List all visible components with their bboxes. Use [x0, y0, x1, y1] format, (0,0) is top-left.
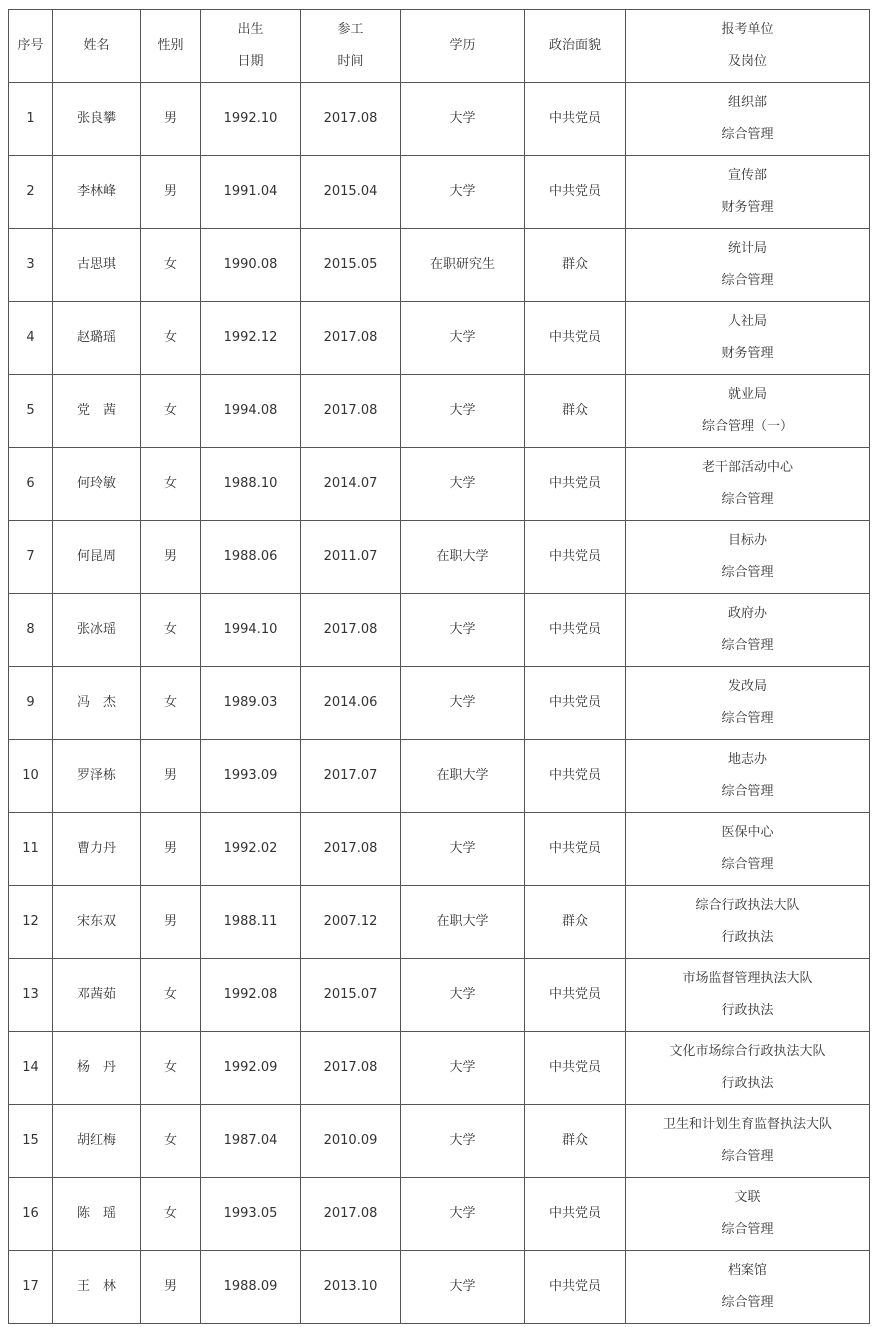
cell-seq: 15: [9, 1105, 53, 1178]
cell-name: 宋东双: [53, 886, 141, 959]
cell-name: 冯 杰: [53, 667, 141, 740]
header-birth-date: [201, 10, 301, 83]
cell-name: 王 林: [53, 1251, 141, 1324]
table-row: [9, 886, 870, 959]
cell-work-start: 2017.08: [301, 1178, 401, 1251]
table-header: [9, 10, 870, 83]
cell-name: 何昆周: [53, 521, 141, 594]
roster-sheet: [8, 9, 869, 1324]
cell-unit: 综合行政执法大队: [695, 898, 800, 913]
cell-birth-date: 1992.09: [201, 1032, 301, 1105]
cell-birth-date: 1994.08: [201, 375, 301, 448]
cell-unit: 统计局: [727, 241, 767, 256]
cell-seq: 14: [9, 1032, 53, 1105]
cell-unit: 就业局: [727, 387, 767, 402]
cell-unit-post: [626, 156, 870, 229]
cell-birth-date: 1988.09: [201, 1251, 301, 1324]
cell-unit: 地志办: [727, 752, 767, 767]
cell-birth-date: 1993.05: [201, 1178, 301, 1251]
cell-post: 行政执法: [721, 1003, 774, 1018]
table-row: [9, 813, 870, 886]
cell-post: 综合管理: [721, 1149, 774, 1164]
cell-unit-post: [626, 886, 870, 959]
cell-unit-post: [626, 521, 870, 594]
cell-unit: 医保中心: [721, 825, 774, 840]
cell-seq: 3: [9, 229, 53, 302]
cell-post: 财务管理: [721, 346, 774, 361]
cell-birth-date: 1987.04: [201, 1105, 301, 1178]
cell-unit-post: [626, 813, 870, 886]
cell-political-status: 中共党员: [525, 302, 626, 375]
cell-name: 陈 瑶: [53, 1178, 141, 1251]
cell-gender: 女: [141, 375, 201, 448]
cell-post: 综合管理: [721, 127, 774, 142]
cell-unit-post: [626, 740, 870, 813]
cell-education: 大学: [401, 813, 525, 886]
cell-education: 大学: [401, 959, 525, 1032]
cell-work-start: 2015.05: [301, 229, 401, 302]
cell-political-status: 中共党员: [525, 740, 626, 813]
cell-gender: 女: [141, 1032, 201, 1105]
cell-name: 邓茜茹: [53, 959, 141, 1032]
cell-work-start: 2017.08: [301, 302, 401, 375]
cell-gender: 女: [141, 229, 201, 302]
cell-birth-date: 1990.08: [201, 229, 301, 302]
cell-work-start: 2017.08: [301, 83, 401, 156]
cell-name: 张良攀: [53, 83, 141, 156]
table-row: [9, 667, 870, 740]
cell-education: 大学: [401, 83, 525, 156]
cell-education: 在职大学: [401, 886, 525, 959]
cell-post: 行政执法: [721, 930, 774, 945]
cell-education: 在职大学: [401, 740, 525, 813]
cell-unit-post: [626, 1251, 870, 1324]
cell-birth-date: 1993.09: [201, 740, 301, 813]
cell-birth-date: 1988.10: [201, 448, 301, 521]
cell-gender: 男: [141, 521, 201, 594]
header-work-line2: 时间: [337, 54, 364, 69]
cell-unit-post: [626, 594, 870, 667]
header-work-start: [301, 10, 401, 83]
cell-work-start: 2011.07: [301, 521, 401, 594]
cell-work-start: 2017.08: [301, 594, 401, 667]
cell-unit: 宣传部: [727, 168, 767, 183]
cell-education: 大学: [401, 667, 525, 740]
cell-name: 罗泽栋: [53, 740, 141, 813]
cell-name: 曹力丹: [53, 813, 141, 886]
header-unit-line1: 报考单位: [721, 22, 774, 37]
table-row: [9, 1251, 870, 1324]
cell-unit-post: [626, 1178, 870, 1251]
cell-gender: 男: [141, 1251, 201, 1324]
cell-gender: 女: [141, 667, 201, 740]
cell-work-start: 2017.07: [301, 740, 401, 813]
cell-work-start: 2013.10: [301, 1251, 401, 1324]
cell-education: 在职研究生: [401, 229, 525, 302]
header-unit-post: [626, 10, 870, 83]
header-gender: 性别: [141, 10, 201, 83]
cell-unit-post: [626, 667, 870, 740]
cell-gender: 男: [141, 813, 201, 886]
cell-post: 综合管理: [721, 1222, 774, 1237]
cell-gender: 女: [141, 448, 201, 521]
cell-unit: 目标办: [727, 533, 767, 548]
cell-work-start: 2014.07: [301, 448, 401, 521]
cell-seq: 16: [9, 1178, 53, 1251]
cell-post: 行政执法: [721, 1076, 774, 1091]
cell-name: 杨 丹: [53, 1032, 141, 1105]
cell-birth-date: 1994.10: [201, 594, 301, 667]
header-birth-line2: 日期: [237, 54, 264, 69]
cell-post: 财务管理: [721, 200, 774, 215]
cell-education: 大学: [401, 156, 525, 229]
table-row: [9, 740, 870, 813]
table-row: [9, 83, 870, 156]
cell-education: 大学: [401, 375, 525, 448]
cell-unit-post: [626, 302, 870, 375]
cell-political-status: 群众: [525, 229, 626, 302]
cell-political-status: 中共党员: [525, 1178, 626, 1251]
table-row: [9, 1178, 870, 1251]
cell-post: 综合管理: [721, 1295, 774, 1310]
cell-gender: 男: [141, 83, 201, 156]
cell-political-status: 中共党员: [525, 813, 626, 886]
cell-name: 古思琪: [53, 229, 141, 302]
cell-birth-date: 1992.02: [201, 813, 301, 886]
cell-seq: 2: [9, 156, 53, 229]
cell-post: 综合管理: [721, 784, 774, 799]
cell-gender: 女: [141, 1178, 201, 1251]
cell-political-status: 中共党员: [525, 521, 626, 594]
cell-political-status: 中共党员: [525, 156, 626, 229]
cell-work-start: 2017.08: [301, 813, 401, 886]
cell-political-status: 中共党员: [525, 1251, 626, 1324]
cell-post: 综合管理: [721, 492, 774, 507]
cell-education: 大学: [401, 1178, 525, 1251]
cell-post: 综合管理: [721, 273, 774, 288]
cell-work-start: 2017.08: [301, 375, 401, 448]
cell-name: 何玲敏: [53, 448, 141, 521]
cell-unit: 发改局: [727, 679, 767, 694]
cell-post: 综合管理: [721, 711, 774, 726]
table-row: [9, 1032, 870, 1105]
cell-unit: 文联: [734, 1190, 761, 1205]
cell-gender: 男: [141, 740, 201, 813]
cell-seq: 1: [9, 83, 53, 156]
table-row: [9, 229, 870, 302]
cell-birth-date: 1988.06: [201, 521, 301, 594]
cell-birth-date: 1992.12: [201, 302, 301, 375]
cell-birth-date: 1988.11: [201, 886, 301, 959]
cell-seq: 8: [9, 594, 53, 667]
cell-education: 大学: [401, 448, 525, 521]
cell-post: 综合管理: [721, 857, 774, 872]
cell-unit-post: [626, 229, 870, 302]
cell-unit: 组织部: [727, 95, 767, 110]
cell-unit: 市场监督管理执法大队: [682, 971, 813, 986]
table-body: [9, 83, 870, 1324]
cell-unit-post: [626, 375, 870, 448]
table-row: [9, 375, 870, 448]
table-row: [9, 448, 870, 521]
table-row: [9, 302, 870, 375]
table-row: [9, 1105, 870, 1178]
cell-seq: 10: [9, 740, 53, 813]
cell-education: 大学: [401, 594, 525, 667]
cell-work-start: 2007.12: [301, 886, 401, 959]
cell-unit-post: [626, 1105, 870, 1178]
cell-work-start: 2010.09: [301, 1105, 401, 1178]
cell-name: 李林峰: [53, 156, 141, 229]
cell-seq: 13: [9, 959, 53, 1032]
cell-gender: 男: [141, 156, 201, 229]
cell-seq: 7: [9, 521, 53, 594]
cell-work-start: 2017.08: [301, 1032, 401, 1105]
cell-education: 在职大学: [401, 521, 525, 594]
table-row: [9, 959, 870, 1032]
cell-unit: 老干部活动中心: [701, 460, 793, 475]
cell-education: 大学: [401, 1105, 525, 1178]
table-row: [9, 156, 870, 229]
cell-unit: 卫生和计划生育监督执法大队: [662, 1117, 832, 1132]
cell-education: 大学: [401, 1251, 525, 1324]
cell-seq: 9: [9, 667, 53, 740]
cell-name: 党 茜: [53, 375, 141, 448]
cell-gender: 女: [141, 959, 201, 1032]
header-row: [9, 10, 870, 83]
cell-gender: 女: [141, 302, 201, 375]
cell-political-status: 中共党员: [525, 83, 626, 156]
header-unit-line2: 及岗位: [727, 54, 767, 69]
header-birth-line1: 出生: [237, 22, 264, 37]
cell-name: 胡红梅: [53, 1105, 141, 1178]
cell-birth-date: 1991.04: [201, 156, 301, 229]
cell-work-start: 2015.07: [301, 959, 401, 1032]
cell-political-status: 中共党员: [525, 594, 626, 667]
cell-name: 赵璐瑶: [53, 302, 141, 375]
cell-political-status: 中共党员: [525, 959, 626, 1032]
cell-unit: 档案馆: [727, 1263, 767, 1278]
cell-unit-post: [626, 959, 870, 1032]
cell-education: 大学: [401, 1032, 525, 1105]
cell-political-status: 群众: [525, 1105, 626, 1178]
cell-seq: 11: [9, 813, 53, 886]
cell-birth-date: 1989.03: [201, 667, 301, 740]
header-education: 学历: [401, 10, 525, 83]
header-seq: 序号: [9, 10, 53, 83]
cell-unit: 人社局: [727, 314, 767, 329]
cell-name: 张冰瑶: [53, 594, 141, 667]
header-name: 姓名: [53, 10, 141, 83]
table-row: [9, 521, 870, 594]
cell-seq: 17: [9, 1251, 53, 1324]
header-political-status: 政治面貌: [525, 10, 626, 83]
cell-seq: 4: [9, 302, 53, 375]
cell-unit: 政府办: [727, 606, 767, 621]
cell-education: 大学: [401, 302, 525, 375]
cell-seq: 12: [9, 886, 53, 959]
cell-post: 综合管理: [721, 565, 774, 580]
cell-political-status: 群众: [525, 375, 626, 448]
cell-political-status: 中共党员: [525, 1032, 626, 1105]
roster-table: [8, 9, 870, 1324]
header-work-line1: 参工: [337, 22, 364, 37]
cell-gender: 女: [141, 594, 201, 667]
cell-political-status: 中共党员: [525, 667, 626, 740]
cell-unit-post: [626, 83, 870, 156]
cell-seq: 5: [9, 375, 53, 448]
cell-seq: 6: [9, 448, 53, 521]
cell-gender: 男: [141, 886, 201, 959]
cell-political-status: 中共党员: [525, 448, 626, 521]
cell-unit-post: [626, 448, 870, 521]
cell-unit: 文化市场综合行政执法大队: [669, 1044, 826, 1059]
cell-political-status: 群众: [525, 886, 626, 959]
cell-post: 综合管理: [721, 638, 774, 653]
cell-work-start: 2014.06: [301, 667, 401, 740]
cell-birth-date: 1992.08: [201, 959, 301, 1032]
cell-gender: 女: [141, 1105, 201, 1178]
cell-birth-date: 1992.10: [201, 83, 301, 156]
table-row: [9, 594, 870, 667]
cell-work-start: 2015.04: [301, 156, 401, 229]
cell-unit-post: [626, 1032, 870, 1105]
cell-post: 综合管理（一）: [701, 419, 793, 434]
